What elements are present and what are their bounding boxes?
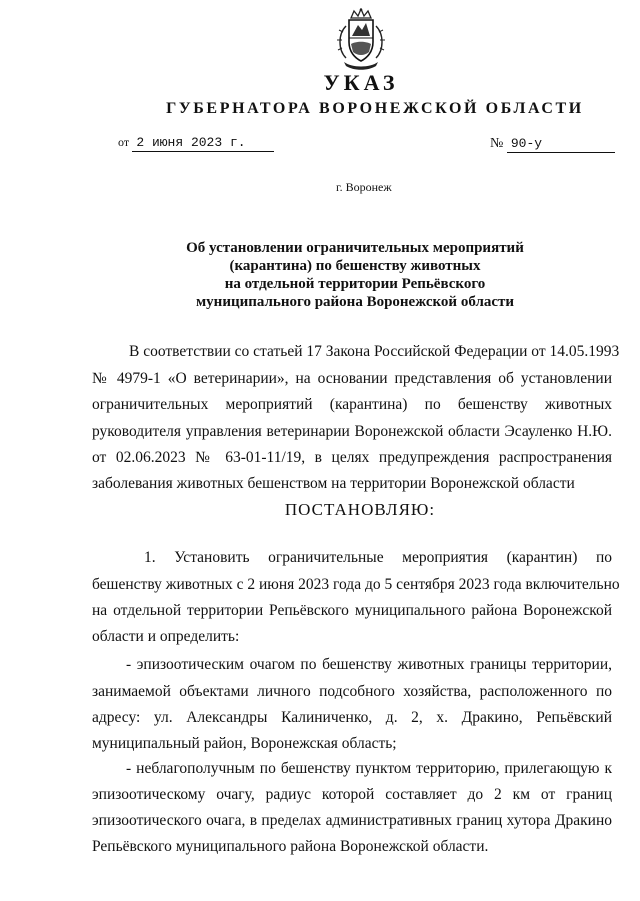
bullet-line: эпизоотического очага, в пределах административных границ хутора Дракино [92, 812, 612, 829]
document-title: УКАЗ [323, 70, 399, 95]
coat-of-arms-emblem [334, 8, 388, 72]
bullet-line: занимаемой объектами личного подсобного хозяйства, расположенного по [92, 683, 612, 700]
preamble-line: № 4979-1 «О ветеринарии», на основании представления об установлении [92, 370, 612, 387]
bullet-line: адресу: ул. Александры Калиниченко, д. 2, х. Дракино, Репьёвский [92, 709, 612, 726]
decree-word: ПОСТАНОВЛЯЮ: [284, 500, 436, 519]
bullet-line: - неблагополучным по бешенству пунктом территорию, прилегающую к [126, 760, 612, 777]
document-issuer: ГУБЕРНАТОРА ВОРОНЕЖСКОЙ ОБЛАСТИ [166, 100, 584, 117]
bullet-line: Репьёвского муниципального района Воронежской области. [92, 838, 489, 855]
item-line: бешенству животных с 2 июня 2023 года до 5 сентября 2023 года включительно [92, 576, 620, 593]
coat-of-arms-icon [334, 8, 388, 72]
preamble-line: от 02.06.2023 № 63-01-11/19, в целях предупреждения распространения [92, 449, 612, 466]
preamble-line: заболевания животных бешенством на территории Воронежской области [92, 475, 575, 492]
number-prefix: № [490, 136, 504, 151]
date-prefix: от [118, 135, 130, 149]
city-label: г. Воронеж [336, 180, 392, 194]
heading-line: Об установлении ограничительных мероприятий [186, 240, 524, 256]
item-line: области и определить: [92, 628, 240, 645]
bullet-line: - эпизоотическим очагом по бешенству животных границы территории, [126, 656, 612, 673]
preamble-line: В соответствии со статьей 17 Закона Российской Федерации от 14.05.1993 [129, 343, 620, 360]
decree-heading [180, 239, 530, 311]
decree-number: 90-у [507, 136, 615, 153]
heading-line: (карантина) по бешенству животных [229, 258, 481, 274]
preamble-line: руководителя управления ветеринарии Воронежской области Эсауленко Н.Ю. [92, 423, 612, 440]
decree-date: 2 июня 2023 г. [132, 135, 274, 152]
date-line [118, 134, 274, 152]
bullet-line: муниципальный район, Воронежская область; [92, 735, 397, 752]
heading-line: на отдельной территории Репьёвского [224, 276, 486, 292]
heading-line: муниципального района Воронежской области [195, 294, 515, 310]
preamble-line: ограничительных мероприятий (карантина) по бешенству животных [92, 396, 612, 413]
item-line: на отдельной территории Репьёвского муниципального района Воронежской [92, 602, 612, 619]
bullet-line: эпизоотическому очагу, радиус которой составляет до 2 км от границ [92, 786, 612, 803]
item-line: 1. Установить ограничительные мероприятия (карантин) по [144, 549, 612, 566]
number-line [490, 136, 615, 153]
